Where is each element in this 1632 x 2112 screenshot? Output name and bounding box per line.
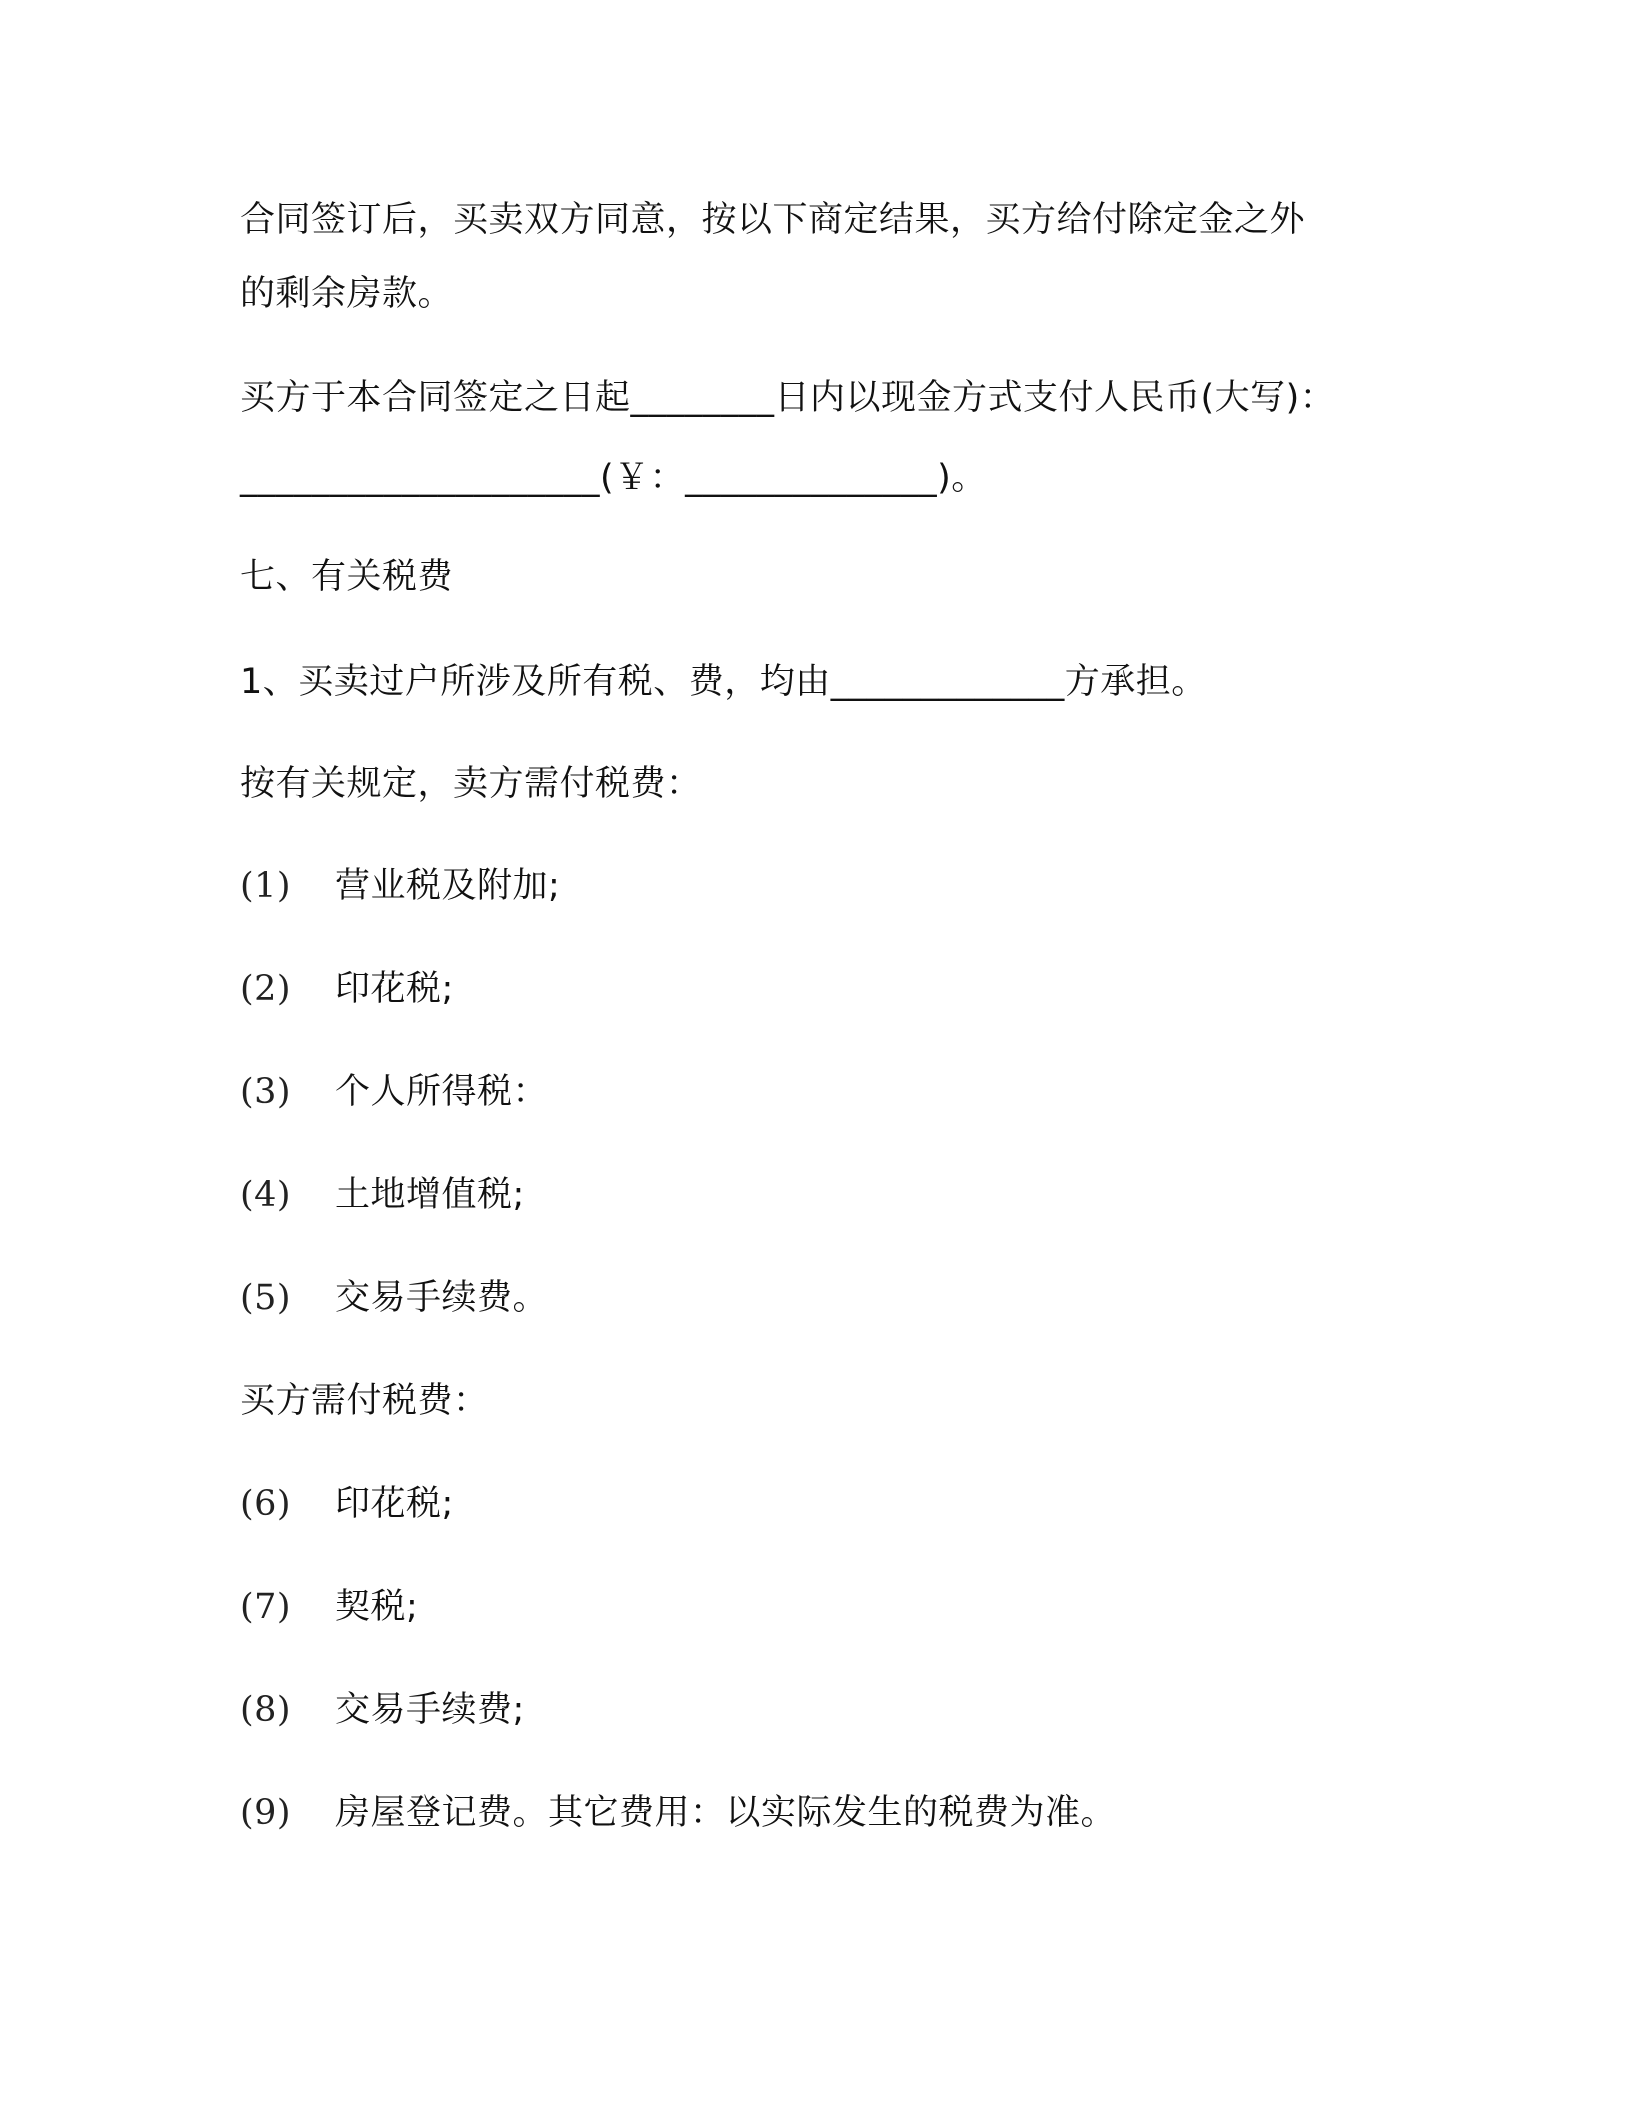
list-item-number: (5) (240, 1278, 292, 1318)
paragraph-1-line-2: 的剩余房款。 (240, 274, 454, 314)
list-item-number: (9) (240, 1793, 292, 1833)
list-item-number: (2) (240, 969, 292, 1009)
list-item (240, 1583, 418, 1631)
seller-taxes-intro: 按有关规定，卖方需付税费： (240, 764, 702, 804)
paragraph-2-line-2: ____________________(￥：______________)。 (240, 458, 987, 498)
list-item-number: (7) (240, 1587, 292, 1627)
list-item-text: 印花税; (335, 1484, 454, 1524)
list-item (240, 1480, 454, 1528)
list-item-number: (6) (240, 1484, 292, 1524)
paragraph-2-line-1: 买方于本合同签定之日起________日内以现金方式支付人民币(大写)： (240, 378, 1336, 418)
list-item (240, 1068, 548, 1116)
list-item (240, 862, 560, 910)
section-heading: 七、有关税费 (240, 557, 454, 597)
clause-1: 1、买卖过户所涉及所有税、费，均由_____________方承担。 (240, 662, 1207, 702)
list-item-text: 土地增值税; (335, 1175, 525, 1215)
list-item-text: 契税; (335, 1587, 419, 1627)
list-item-text: 个人所得税： (335, 1072, 549, 1112)
paragraph-1-line-1: 合同签订后，买卖双方同意，按以下商定结果，买方给付除定金之外 (240, 200, 1306, 240)
list-item-number: (1) (240, 866, 292, 906)
list-item-text: 房屋登记费。其它费用：以实际发生的税费为准。 (335, 1793, 1117, 1833)
list-item (240, 1171, 525, 1219)
list-item-text: 交易手续费。 (335, 1278, 549, 1318)
buyer-taxes-intro: 买方需付税费： (240, 1381, 489, 1421)
list-item-text: 交易手续费; (335, 1690, 525, 1730)
list-item-number: (3) (240, 1072, 292, 1112)
list-item-text: 印花税; (335, 969, 454, 1009)
list-item (240, 1274, 548, 1322)
list-item (240, 965, 454, 1013)
list-item (240, 1686, 525, 1734)
list-item-text: 营业税及附加; (335, 866, 561, 906)
list-item-number: (8) (240, 1690, 292, 1730)
list-item-number: (4) (240, 1175, 292, 1215)
list-item (240, 1789, 1116, 1837)
